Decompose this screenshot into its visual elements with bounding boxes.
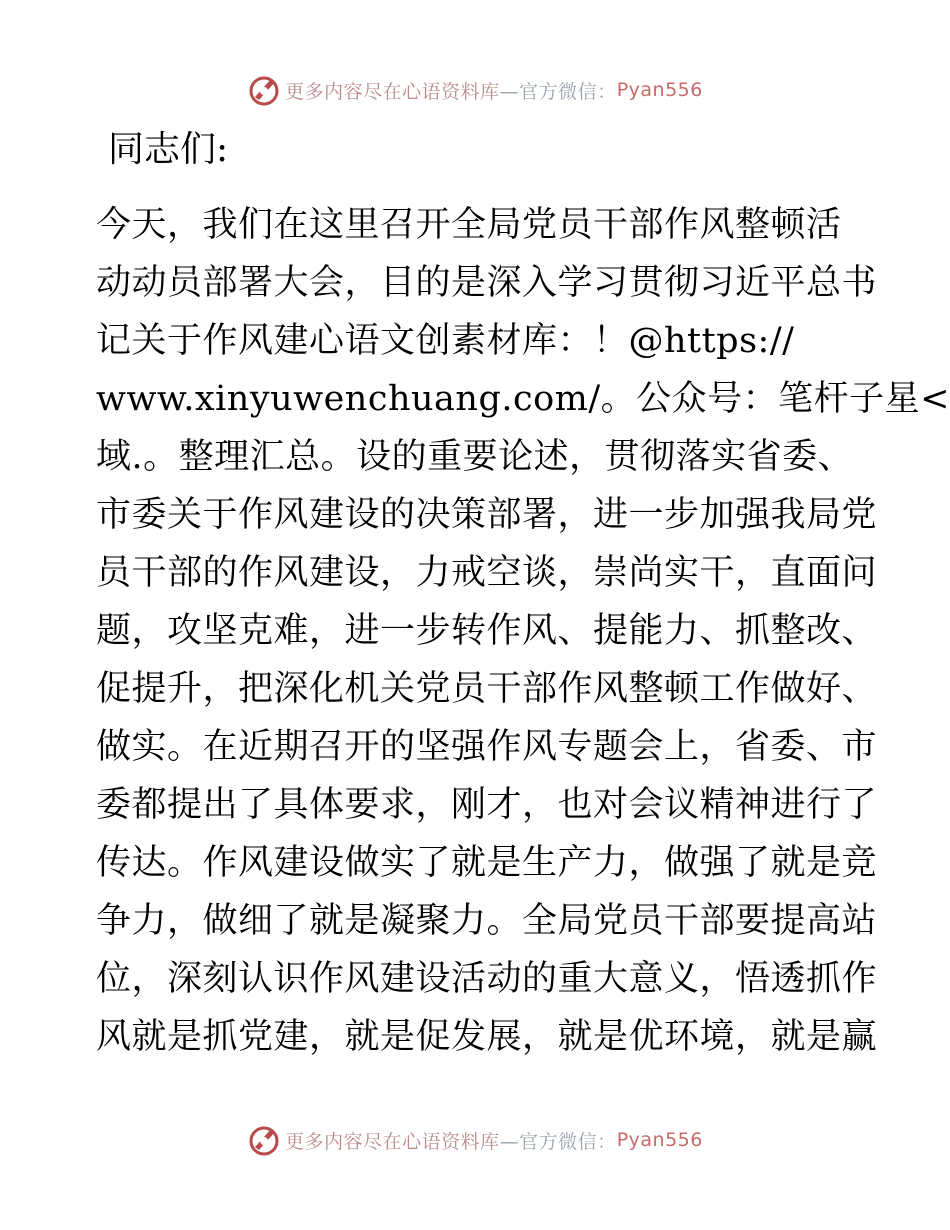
text-line: 域.。整理汇总。设的重要论述，贯彻落实省委、	[96, 437, 854, 477]
text-line: 促提升，把深化机关党员干部作风整顿工作做好、	[96, 669, 878, 709]
body-text	[96, 196, 950, 1066]
pen-logo-icon	[247, 73, 281, 107]
text-line: 争力，做细了就是凝聚力。全局党员干部要提高站	[96, 901, 878, 941]
text-line: 位，深刻认识作风建设活动的重大意义，悟透抓作	[96, 959, 878, 999]
text-line: 记关于作风建心语文创素材库：！@https://	[96, 321, 795, 361]
text-line: 题，攻坚克难，进一步转作风、提能力、抓整改、	[96, 611, 878, 651]
text-line: 风就是抓党建，就是促发展，就是优环境，就是赢	[96, 1017, 878, 1057]
text-line: www.xinyuwenchuang.com/。公众号：笔杆子星<	[96, 379, 950, 419]
banner-text-library: 更多内容尽在心语资料库	[285, 80, 500, 103]
pen-logo-icon	[247, 1123, 281, 1157]
greeting: 同志们:	[108, 129, 229, 170]
text-line: 今天，我们在这里召开全局党员干部作风整顿活	[96, 205, 842, 245]
text-line: 委都提出了具体要求，刚才，也对会议精神进行了	[96, 785, 878, 825]
text-line: 传达。作风建设做实了就是生产力，做强了就是竞	[96, 843, 878, 883]
banner-text-wechat: —官方微信：	[499, 1130, 617, 1153]
text-line: 动动员部署大会，目的是深入学习贯彻习近平总书	[96, 263, 878, 303]
header-banner	[0, 70, 950, 110]
text-line: 市委关于作风建设的决策部署，进一步加强我局党	[96, 495, 878, 535]
text-line: 员干部的作风建设，力戒空谈，崇尚实干，直面问	[96, 553, 878, 593]
banner-text-id: Pyan556	[616, 79, 703, 101]
banner-text-library: 更多内容尽在心语资料库	[285, 1130, 500, 1153]
banner-text-wechat: —官方微信：	[499, 80, 617, 103]
text-line: 做实。在近期召开的坚强作风专题会上，省委、市	[96, 727, 878, 767]
banner-text-id: Pyan556	[616, 1129, 703, 1151]
footer-banner	[0, 1120, 950, 1160]
